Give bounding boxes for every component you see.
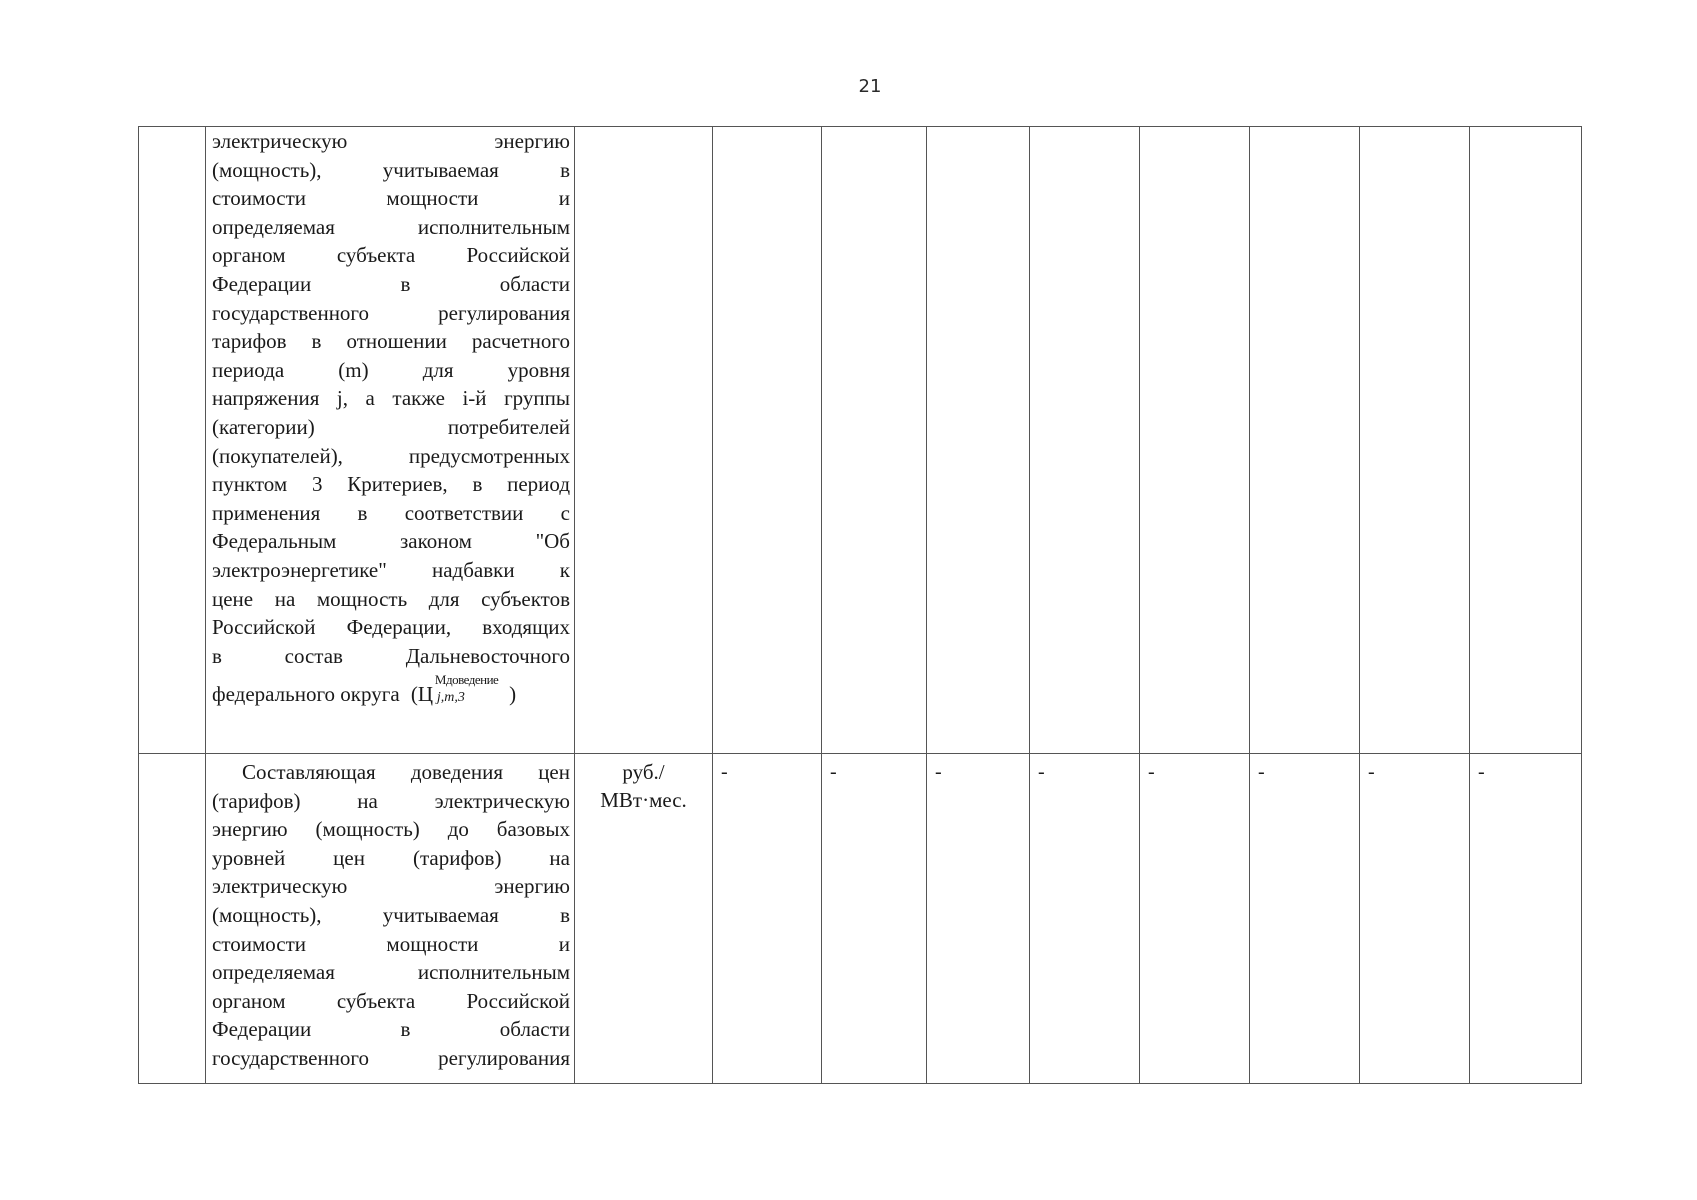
value-cell	[1030, 127, 1140, 754]
unit-text	[575, 754, 712, 814]
formula	[410, 672, 517, 709]
text-line: электрическую энергию	[212, 874, 570, 899]
value-cell	[1360, 754, 1470, 1084]
description-text	[206, 127, 574, 709]
value-cell	[1470, 754, 1582, 1084]
text-line: стоимости мощности и	[212, 931, 570, 956]
dash-value: -	[830, 761, 837, 783]
page-number: 21	[858, 76, 882, 97]
text-line: Федеральным законом "Об	[212, 529, 570, 554]
description-text	[206, 754, 574, 1073]
table-row	[139, 754, 1582, 1084]
text-line: (мощность), учитываемая в	[212, 157, 570, 182]
text-line: в состав Дальневосточного	[212, 643, 570, 668]
unit-cell	[575, 127, 713, 754]
formula-base: (Ц	[410, 682, 434, 707]
text-line: органом субъекта Российской	[212, 988, 570, 1013]
text-line: (тарифов) на электрическую	[212, 788, 570, 813]
text-line: Российской Федерации, входящих	[212, 615, 570, 640]
value-cell	[1030, 754, 1140, 1084]
value-cell	[713, 127, 822, 754]
text-line: уровней цен (тарифов) на	[212, 845, 570, 870]
dash-value: -	[1148, 761, 1155, 783]
text-line: периода (m) для уровня	[212, 357, 570, 382]
table-row	[139, 127, 1582, 754]
text-line: тарифов в отношении расчетного	[212, 329, 570, 354]
text-line: Составляющая доведения цен	[242, 760, 570, 784]
row-number-cell	[139, 127, 206, 754]
description-cell	[206, 127, 575, 754]
text-line	[212, 672, 570, 709]
value-cell	[1470, 127, 1582, 754]
dash-value: -	[721, 761, 728, 783]
text-line: (категории) потребителей	[212, 414, 570, 439]
text-line: определяемая исполнительным	[212, 960, 570, 985]
formula-superscript: Мдоведение	[434, 672, 499, 688]
value-cell	[713, 754, 822, 1084]
dash-value: -	[1478, 761, 1485, 783]
text-line: определяемая исполнительным	[212, 214, 570, 239]
text-line: энергию (мощность) до базовых	[212, 817, 570, 842]
formula-close: )	[509, 682, 517, 707]
row-number-cell	[139, 754, 206, 1084]
text-line: органом субъекта Российской	[212, 243, 570, 268]
unit-line: МВт·мес.	[600, 788, 687, 812]
text-line: применения в соответствии с	[212, 500, 570, 525]
dash-value: -	[935, 761, 942, 783]
value-cell	[927, 127, 1030, 754]
text-line: электроэнергетике" надбавки к	[212, 557, 570, 582]
formula-subscript: j,m,3	[436, 690, 465, 706]
text-line: (покупателей), предусмотренных	[212, 443, 570, 468]
value-cell	[1140, 754, 1250, 1084]
text-line: цене на мощность для субъектов	[212, 586, 570, 611]
value-cell	[1250, 754, 1360, 1084]
value-cell	[1250, 127, 1360, 754]
text-line: Федерации в области	[212, 271, 570, 296]
unit-line: руб./	[622, 760, 665, 784]
value-cell	[1140, 127, 1250, 754]
value-cell	[822, 754, 927, 1084]
dash-value: -	[1258, 761, 1265, 783]
unit-cell	[575, 754, 713, 1084]
text-line: государственного регулирования	[212, 1045, 570, 1070]
tariff-table	[138, 126, 1582, 1084]
text-line: напряжения j, а также i-й группы	[212, 386, 570, 411]
last-line-text: федерального округа	[212, 682, 400, 707]
value-cell	[822, 127, 927, 754]
dash-value: -	[1038, 761, 1045, 783]
dash-value: -	[1368, 761, 1375, 783]
text-line: (мощность), учитываемая в	[212, 902, 570, 927]
value-cell	[927, 754, 1030, 1084]
text-line: пунктом 3 Критериев, в период	[212, 472, 570, 497]
text-line: Федерации в области	[212, 1017, 570, 1042]
text-line: государственного регулирования	[212, 300, 570, 325]
text-line: стоимости мощности и	[212, 186, 570, 211]
value-cell	[1360, 127, 1470, 754]
text-line: электрическую энергию	[212, 129, 570, 153]
description-cell	[206, 754, 575, 1084]
